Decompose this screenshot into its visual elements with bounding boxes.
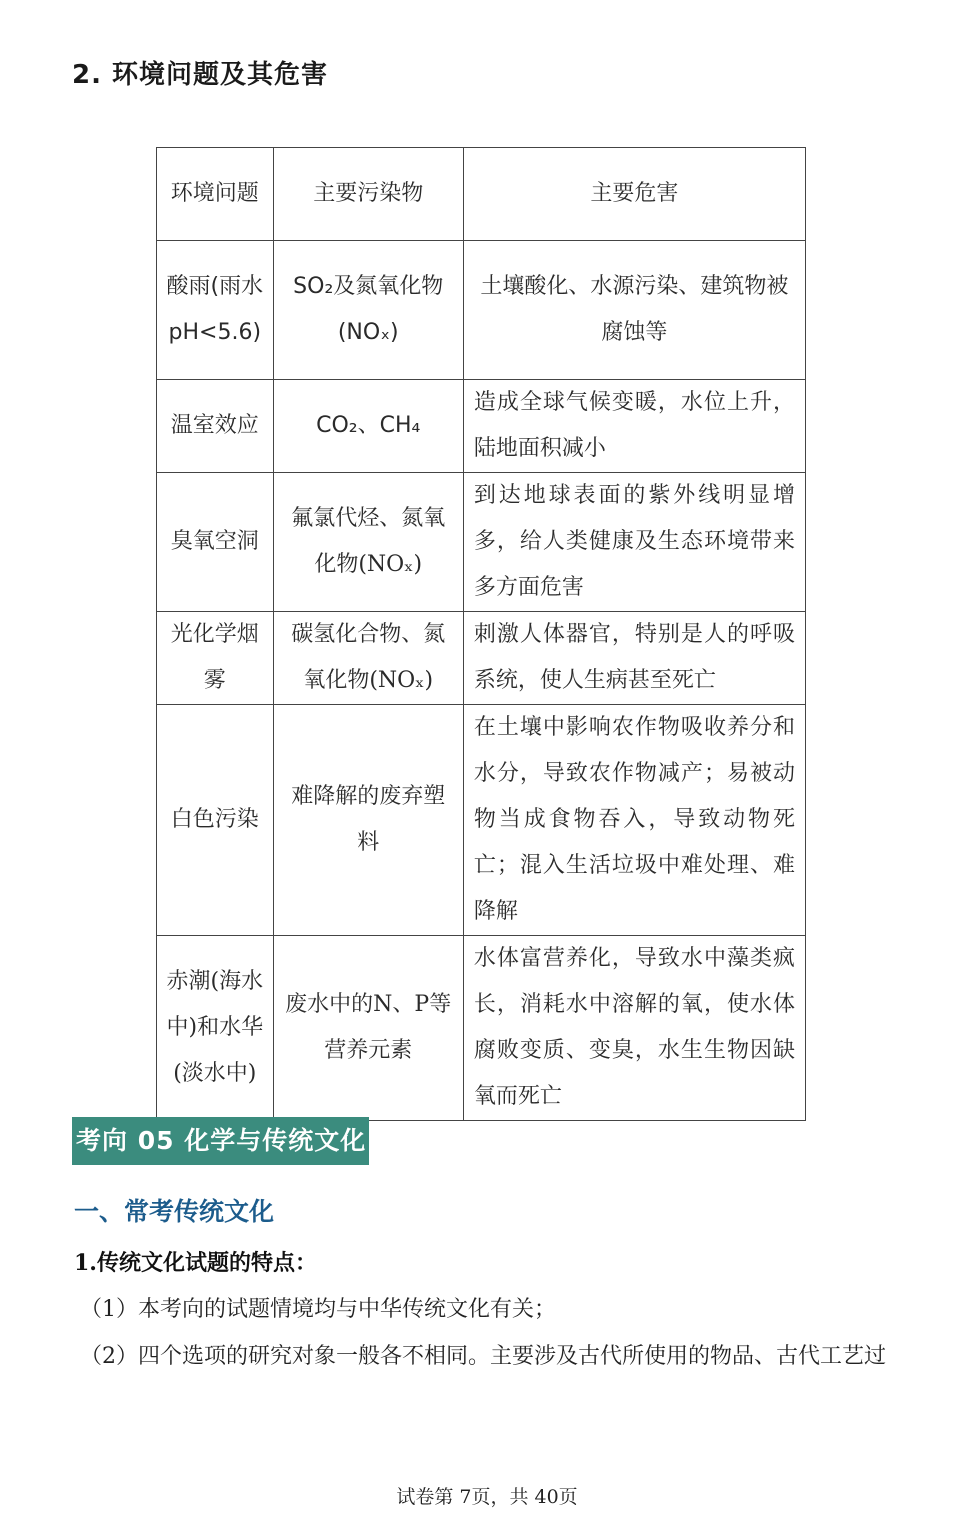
cell-harm: 造成全球气候变暖，水位上升，陆地面积减小 bbox=[463, 380, 805, 473]
topic-banner: 考向 05 化学与传统文化 bbox=[72, 1117, 369, 1165]
subsection-title: 一、常考传统文化 bbox=[74, 1197, 275, 1226]
cell-pollutant: 碳氢化合物、氮氧化物(NOₓ) bbox=[273, 612, 463, 705]
table-row bbox=[157, 241, 806, 380]
cell-problem: 白色污染 bbox=[157, 705, 274, 936]
cell-pollutant: 难降解的废弃塑料 bbox=[273, 705, 463, 936]
page-footer: 试卷第 7页，共 40页 bbox=[396, 1486, 578, 1508]
cell-pollutant: CO₂、CH₄ bbox=[273, 380, 463, 473]
table-row bbox=[157, 380, 806, 473]
table-row bbox=[157, 936, 806, 1121]
cell-pollutant: 氟氯代烃、氮氧化物(NOₓ) bbox=[273, 473, 463, 612]
point-title: 1.传统文化试题的特点： bbox=[74, 1250, 317, 1276]
header-cell-problem: 环境问题 bbox=[157, 148, 274, 241]
cell-pollutant: 废水中的N、P等营养元素 bbox=[273, 936, 463, 1121]
cell-problem: 酸雨(雨水pH<5.6) bbox=[157, 241, 274, 380]
cell-problem: 温室效应 bbox=[157, 380, 274, 473]
cell-harm: 土壤酸化、水源污染、建筑物被腐蚀等 bbox=[463, 241, 805, 380]
table-row bbox=[157, 612, 806, 705]
cell-harm: 水体富营养化，导致水中藻类疯长，消耗水中溶解的氧，使水体腐败变质、变臭，水生生物因缺氧而死亡 bbox=[463, 936, 805, 1121]
header-cell-pollutant: 主要污染物 bbox=[273, 148, 463, 241]
point-item: （1）本考向的试题情境均与中华传统文化有关； bbox=[80, 1297, 556, 1322]
cell-harm: 刺激人体器官，特别是人的呼吸系统，使人生病甚至死亡 bbox=[463, 612, 805, 705]
table-header-row bbox=[157, 148, 806, 241]
cell-problem: 臭氧空洞 bbox=[157, 473, 274, 612]
environment-table bbox=[156, 147, 806, 1121]
cell-harm: 在土壤中影响农作物吸收养分和水分，导致农作物减产；易被动物当成食物吞入，导致动物死亡；混入生活垃圾中难处理、难降解 bbox=[463, 705, 805, 936]
cell-pollutant: SO₂及氮氧化物(NOₓ) bbox=[273, 241, 463, 380]
table-row bbox=[157, 473, 806, 612]
cell-problem: 赤潮(海水中)和水华(淡水中) bbox=[157, 936, 274, 1121]
cell-harm: 到达地球表面的紫外线明显增多，给人类健康及生态环境带来多方面危害 bbox=[463, 473, 805, 612]
cell-problem: 光化学烟雾 bbox=[157, 612, 274, 705]
header-cell-harm: 主要危害 bbox=[463, 148, 805, 241]
table-row bbox=[157, 705, 806, 936]
section-title: 2. 环境问题及其危害 bbox=[72, 60, 329, 90]
point-item: （2）四个选项的研究对象一般各不相同。主要涉及古代所使用的物品、古代工艺过 bbox=[80, 1344, 886, 1369]
